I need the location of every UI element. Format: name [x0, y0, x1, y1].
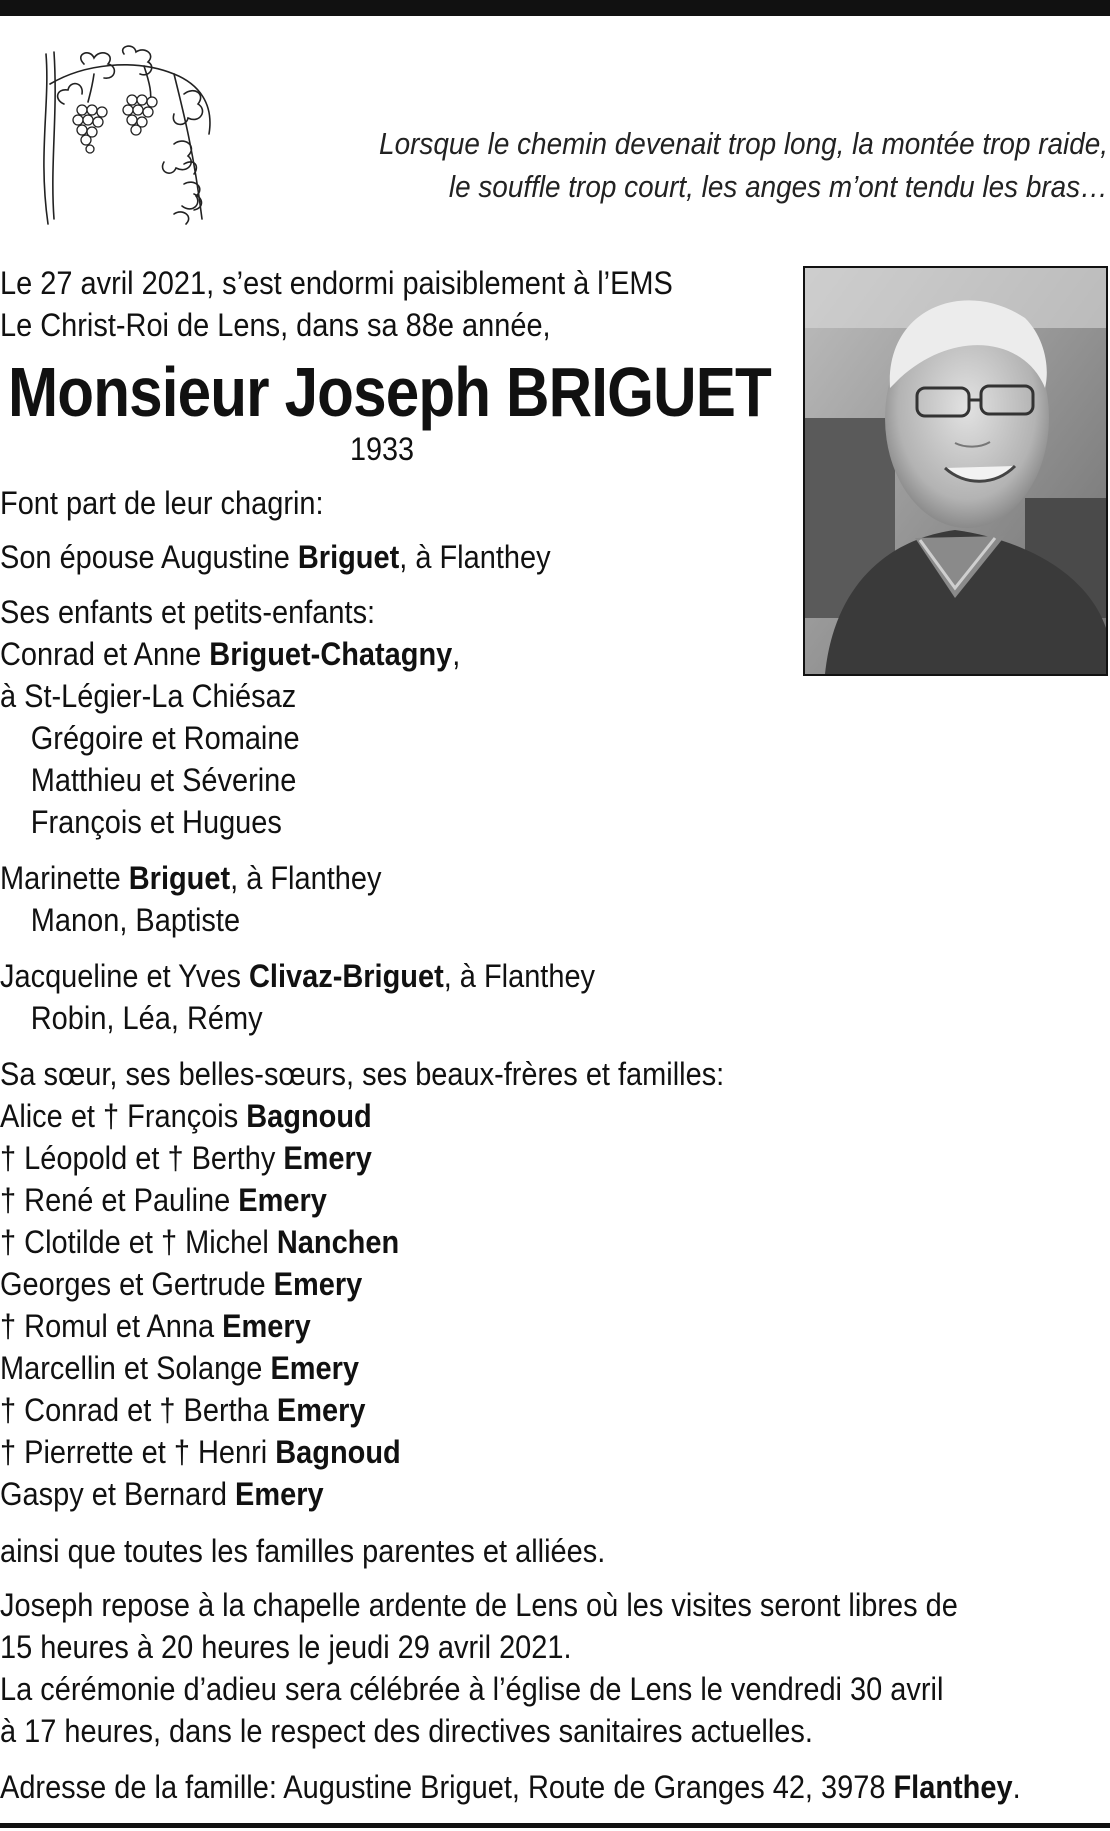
family-3-grandchildren: Robin, Léa, Rémy	[30, 1000, 263, 1036]
family-2-post: , à Flanthey	[230, 860, 382, 896]
sibling-5-names: Georges et Gertrude	[0, 1266, 274, 1302]
sibling-3-surname: Emery	[238, 1182, 327, 1218]
family-2-block	[0, 857, 381, 941]
sibling-8	[0, 1389, 724, 1431]
sibling-10-names: Gaspy et Bernard	[0, 1476, 236, 1512]
sibling-4-surname: Nanchen	[276, 1224, 400, 1260]
grandchild-2: Matthieu et Séverine	[30, 762, 297, 798]
family-3-post: , à Flanthey	[443, 958, 596, 994]
grandchild-3: François et Hugues	[30, 804, 282, 840]
sibling-1-surname: Bagnoud	[246, 1098, 372, 1134]
family-3-block	[0, 955, 595, 1039]
family-2-grandchildren: Manon, Baptiste	[30, 902, 241, 938]
sibling-2-names: † Léopold et † Berthy	[0, 1140, 284, 1176]
family-1-pre: Conrad et Anne	[0, 636, 210, 672]
bottom-border	[0, 1823, 1110, 1828]
visit-info	[0, 1584, 958, 1752]
announcement: Font part de leur chagrin:	[0, 485, 324, 521]
intro	[0, 262, 673, 346]
family-address	[0, 1766, 1021, 1808]
address-place: Flanthey	[893, 1769, 1013, 1805]
sibling-6	[0, 1305, 724, 1347]
grapevine-icon	[24, 44, 232, 234]
portrait-photo	[803, 266, 1108, 676]
address-end: .	[1012, 1769, 1021, 1805]
birth-year: 1933	[350, 431, 415, 467]
siblings-heading: Sa sœur, ses belles-sœurs, ses beaux-frères et familles:	[0, 1056, 725, 1092]
siblings-block	[0, 1053, 724, 1515]
family-2-surname: Briguet	[128, 860, 231, 896]
sibling-5-surname: Emery	[273, 1266, 363, 1302]
intro-line-1: Le 27 avril 2021, s’est endormi paisiblement à l’EMS	[0, 265, 673, 301]
epigraph	[298, 122, 1108, 208]
epigraph-line-1: Lorsque le chemin devenait trop long, la montée trop raide,	[379, 126, 1108, 161]
address-text: Adresse de la famille: Augustine Briguet, Route de Granges 42, 3978	[0, 1769, 894, 1805]
spouse-post: , à Flanthey	[399, 539, 551, 575]
family-1-surname: Briguet-Chatagny	[209, 636, 453, 672]
children-heading: Ses enfants et petits-enfants:	[0, 594, 376, 630]
closing-line: ainsi que toutes les familles parentes et alliées.	[0, 1533, 606, 1569]
sibling-10-surname: Emery	[235, 1476, 324, 1512]
sibling-3-names: † René et Pauline	[0, 1182, 239, 1218]
family-3-pre: Jacqueline et Yves	[0, 958, 250, 994]
family-3-surname: Clivaz-Briguet	[249, 958, 444, 994]
sibling-1-names: Alice et † François	[0, 1098, 247, 1134]
family-3	[0, 955, 595, 997]
intro-line-2: Le Christ-Roi de Lens, dans sa 88e année,	[0, 307, 551, 343]
sibling-8-surname: Emery	[276, 1392, 366, 1428]
sibling-9	[0, 1431, 724, 1473]
sibling-4-names: † Clotilde et † Michel	[0, 1224, 277, 1260]
sibling-6-surname: Emery	[222, 1308, 311, 1344]
children-block	[0, 591, 460, 843]
top-border	[0, 0, 1110, 16]
sibling-1	[0, 1095, 724, 1137]
sibling-7	[0, 1347, 724, 1389]
spouse-line	[0, 536, 551, 578]
grandchild-1: Grégoire et Romaine	[30, 720, 300, 756]
visit-line-1: Joseph repose à la chapelle ardente de Lens où les visites seront libres de	[0, 1587, 958, 1623]
sibling-8-names: † Conrad et † Bertha	[0, 1392, 277, 1428]
sibling-2-surname: Emery	[283, 1140, 372, 1176]
ceremony-line-2: à 17 heures, dans le respect des directives sanitaires actuelles.	[0, 1713, 813, 1749]
sibling-3	[0, 1179, 724, 1221]
sibling-6-names: † Romul et Anna	[0, 1308, 223, 1344]
sibling-2	[0, 1137, 724, 1179]
ceremony-line-1: La cérémonie d’adieu sera célébrée à l’église de Lens le vendredi 30 avril	[0, 1671, 944, 1707]
sibling-4	[0, 1221, 724, 1263]
visit-line-2: 15 heures à 20 heures le jeudi 29 avril 2021.	[0, 1629, 572, 1665]
sibling-9-names: † Pierrette et † Henri	[0, 1434, 276, 1470]
spouse-surname: Briguet	[297, 539, 400, 575]
sibling-7-surname: Emery	[270, 1350, 359, 1386]
deceased-name: Monsieur Joseph BRIGUET	[8, 353, 771, 431]
family-2	[0, 857, 381, 899]
family-1-place: à St-Légier-La Chiésaz	[0, 678, 297, 714]
sibling-10	[0, 1473, 724, 1515]
sibling-5	[0, 1263, 724, 1305]
sibling-7-names: Marcellin et Solange	[0, 1350, 271, 1386]
epigraph-line-2: le souffle trop court, les anges m’ont tendu les bras…	[448, 169, 1108, 204]
family-2-pre: Marinette	[0, 860, 129, 896]
family-1	[0, 633, 460, 675]
sibling-9-surname: Bagnoud	[275, 1434, 401, 1470]
spouse-pre: Son épouse Augustine	[0, 539, 298, 575]
family-1-post: ,	[452, 636, 461, 672]
